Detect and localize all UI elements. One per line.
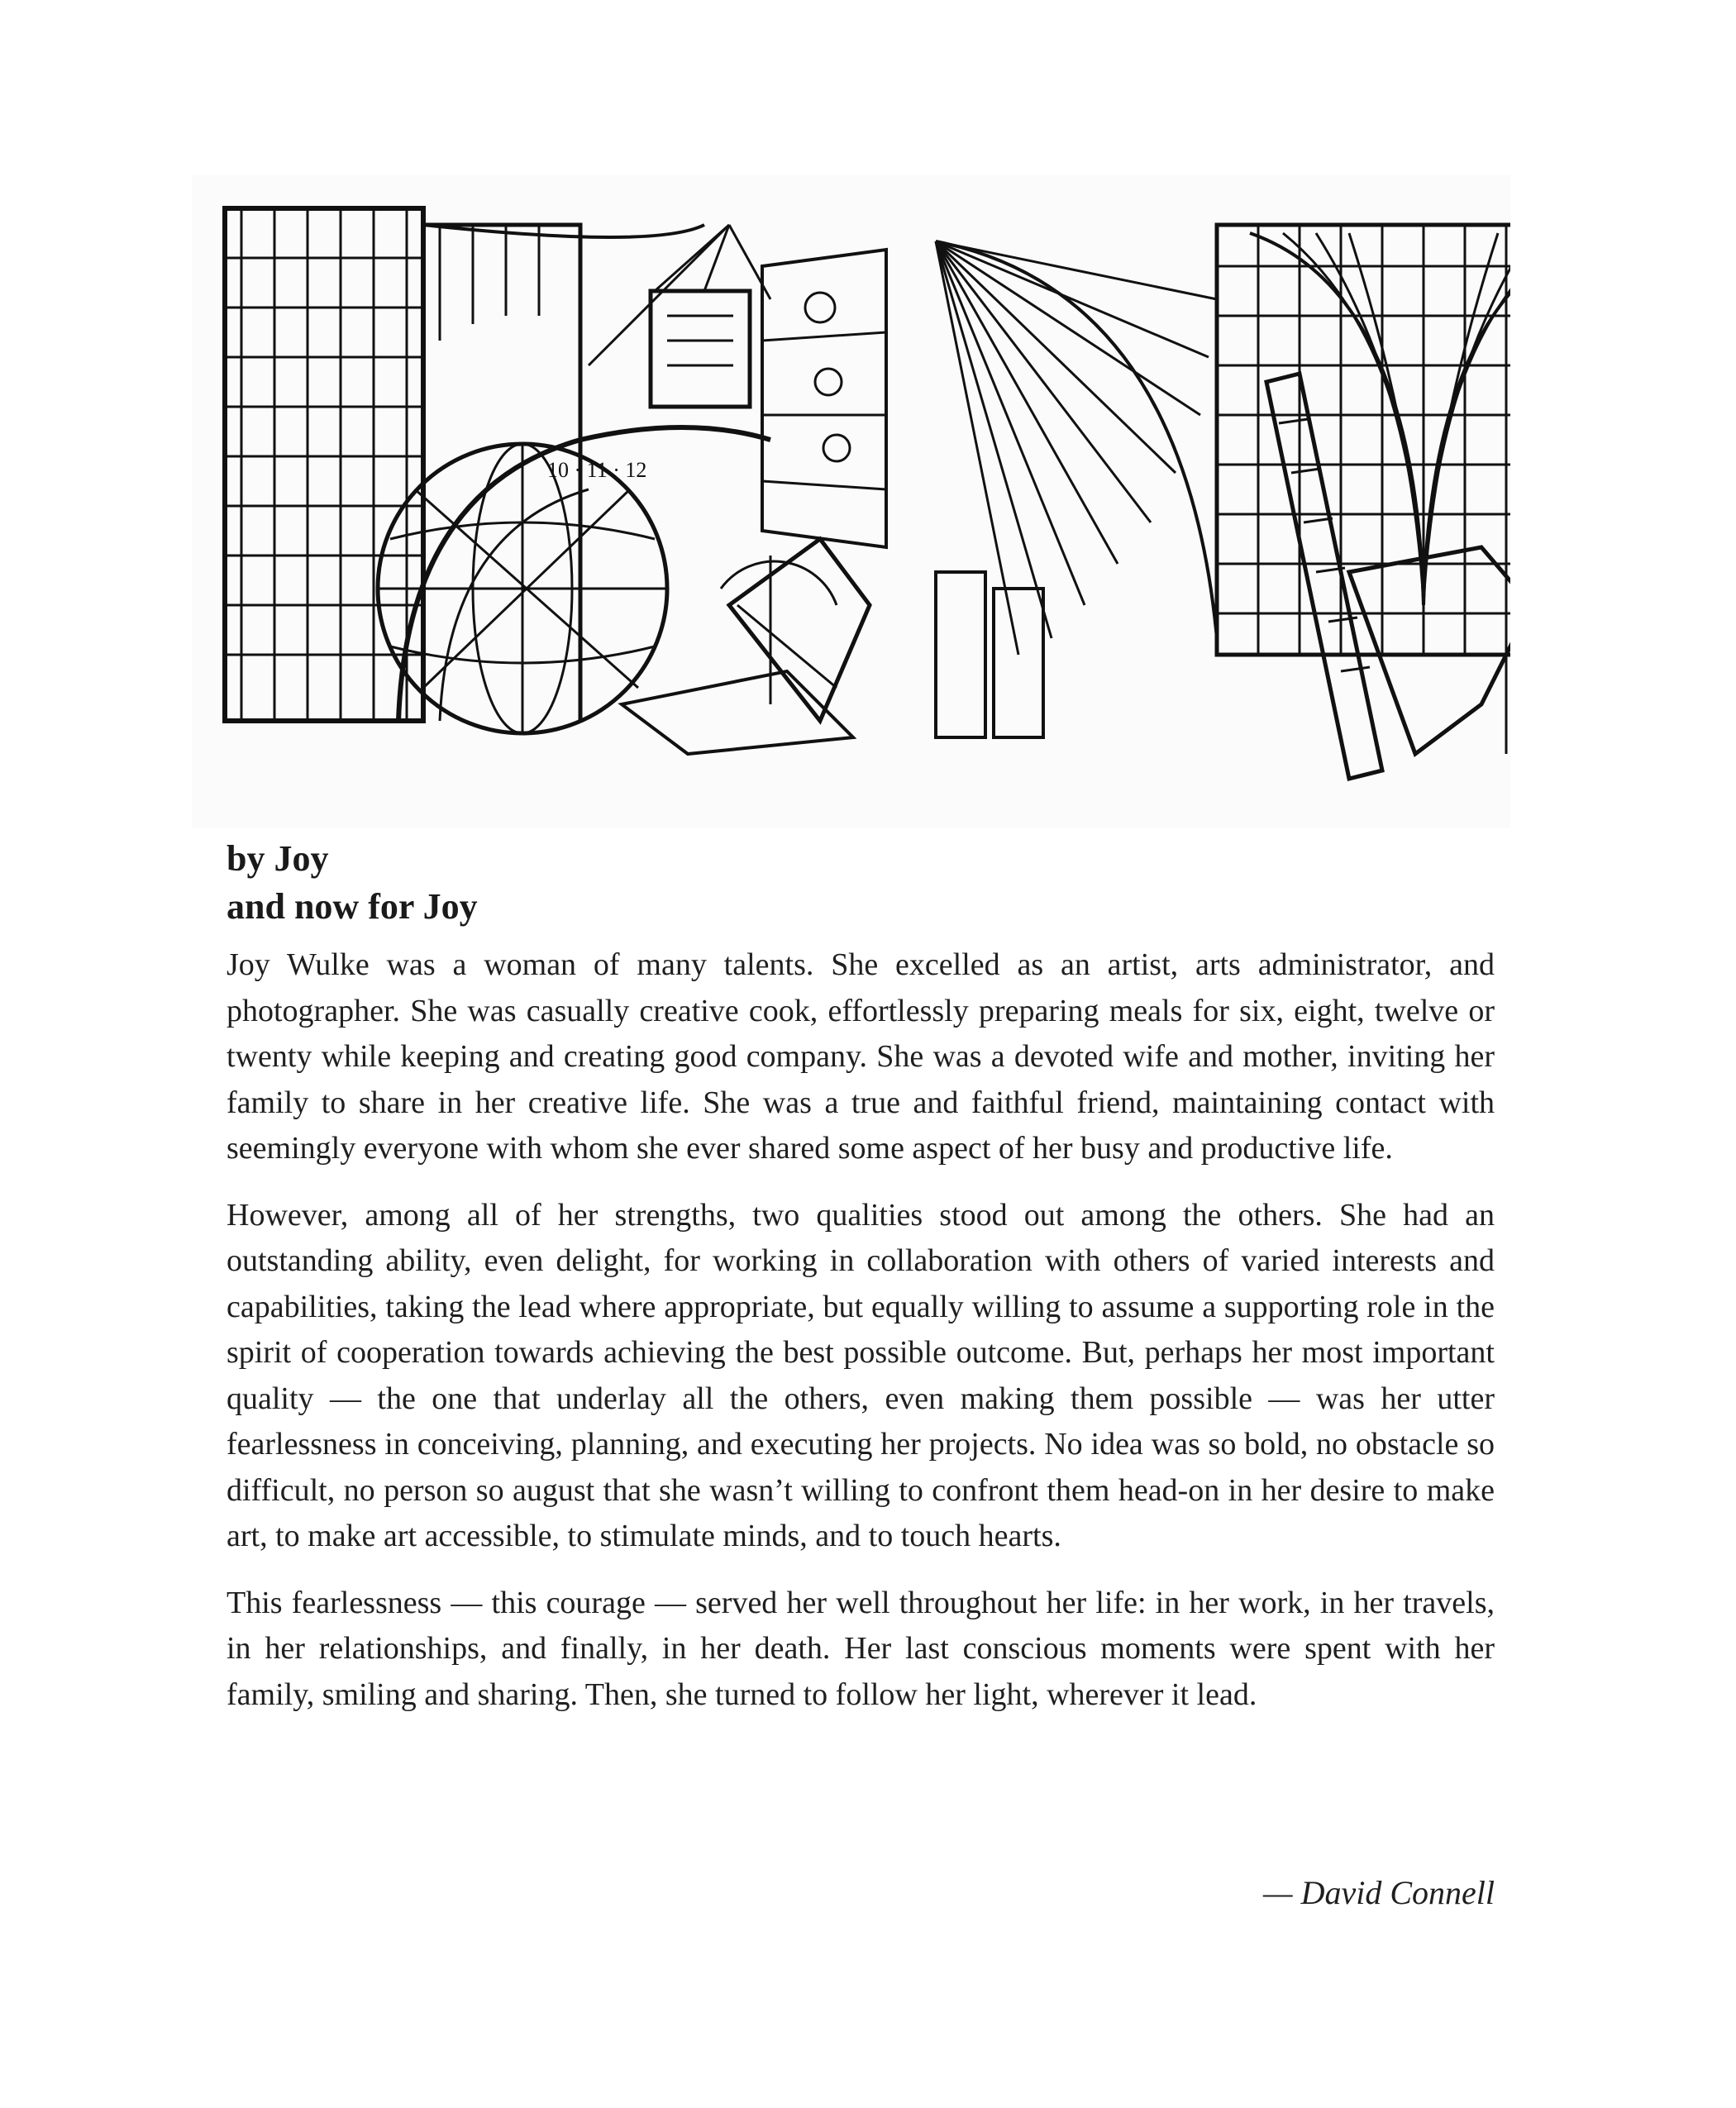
paragraph-1: Joy Wulke was a woman of many talents. She excelled as an artist, arts administrator, and photographer. She was casually creative cook, effortlessly preparing meals for six, eight, twelve or twenty while keeping and creating good company. She was a devoted wife and mother, inviting her family to share in her creative life. She was a true and faithful friend, maintaining contact with seemingly everyone with whom she ever shared some aspect of her busy and productive life. xyxy=(227,947,1495,1166)
signature: — David Connell xyxy=(1263,1874,1495,1911)
heading-line-2: and now for Joy xyxy=(227,886,478,927)
artwork-numbers: 10 · 11 · 12 xyxy=(547,458,647,482)
heading-line-1: by Joy xyxy=(227,838,329,879)
header-illustration xyxy=(192,175,1510,828)
paragraph-3: This fearlessness — this courage — served her well throughout her life: in her work, in her travels, in her relationships, and finally, in her death. Her last conscious moments were spent with her family, smiling and sharing. Then, she turned to follow her light, wherever it lead. xyxy=(227,1585,1495,1712)
architectural-drawing-icon xyxy=(192,175,1510,828)
article-body xyxy=(227,942,1495,1738)
article-heading xyxy=(227,835,1516,931)
paragraph-2: However, among all of her strengths, two qualities stood out among the others. She had an outstanding ability, even delight, for working in collaboration with others of varied interests and capabilities, taking the lead where appropriate, but equally willing to assume a supporting role in the spirit of cooperation towards achieving the best possible outcome. But, perhaps her most important quality — the one that underlay all the others, even making them possible — was her utter fearlessness in conceiving, planning, and executing her projects. No idea was so bold, no obstacle so difficult, no person so august that she wasn’t willing to confront them head-on in her desire to make art, to make art accessible, to stimulate minds, and to touch hearts. xyxy=(227,1197,1495,1553)
